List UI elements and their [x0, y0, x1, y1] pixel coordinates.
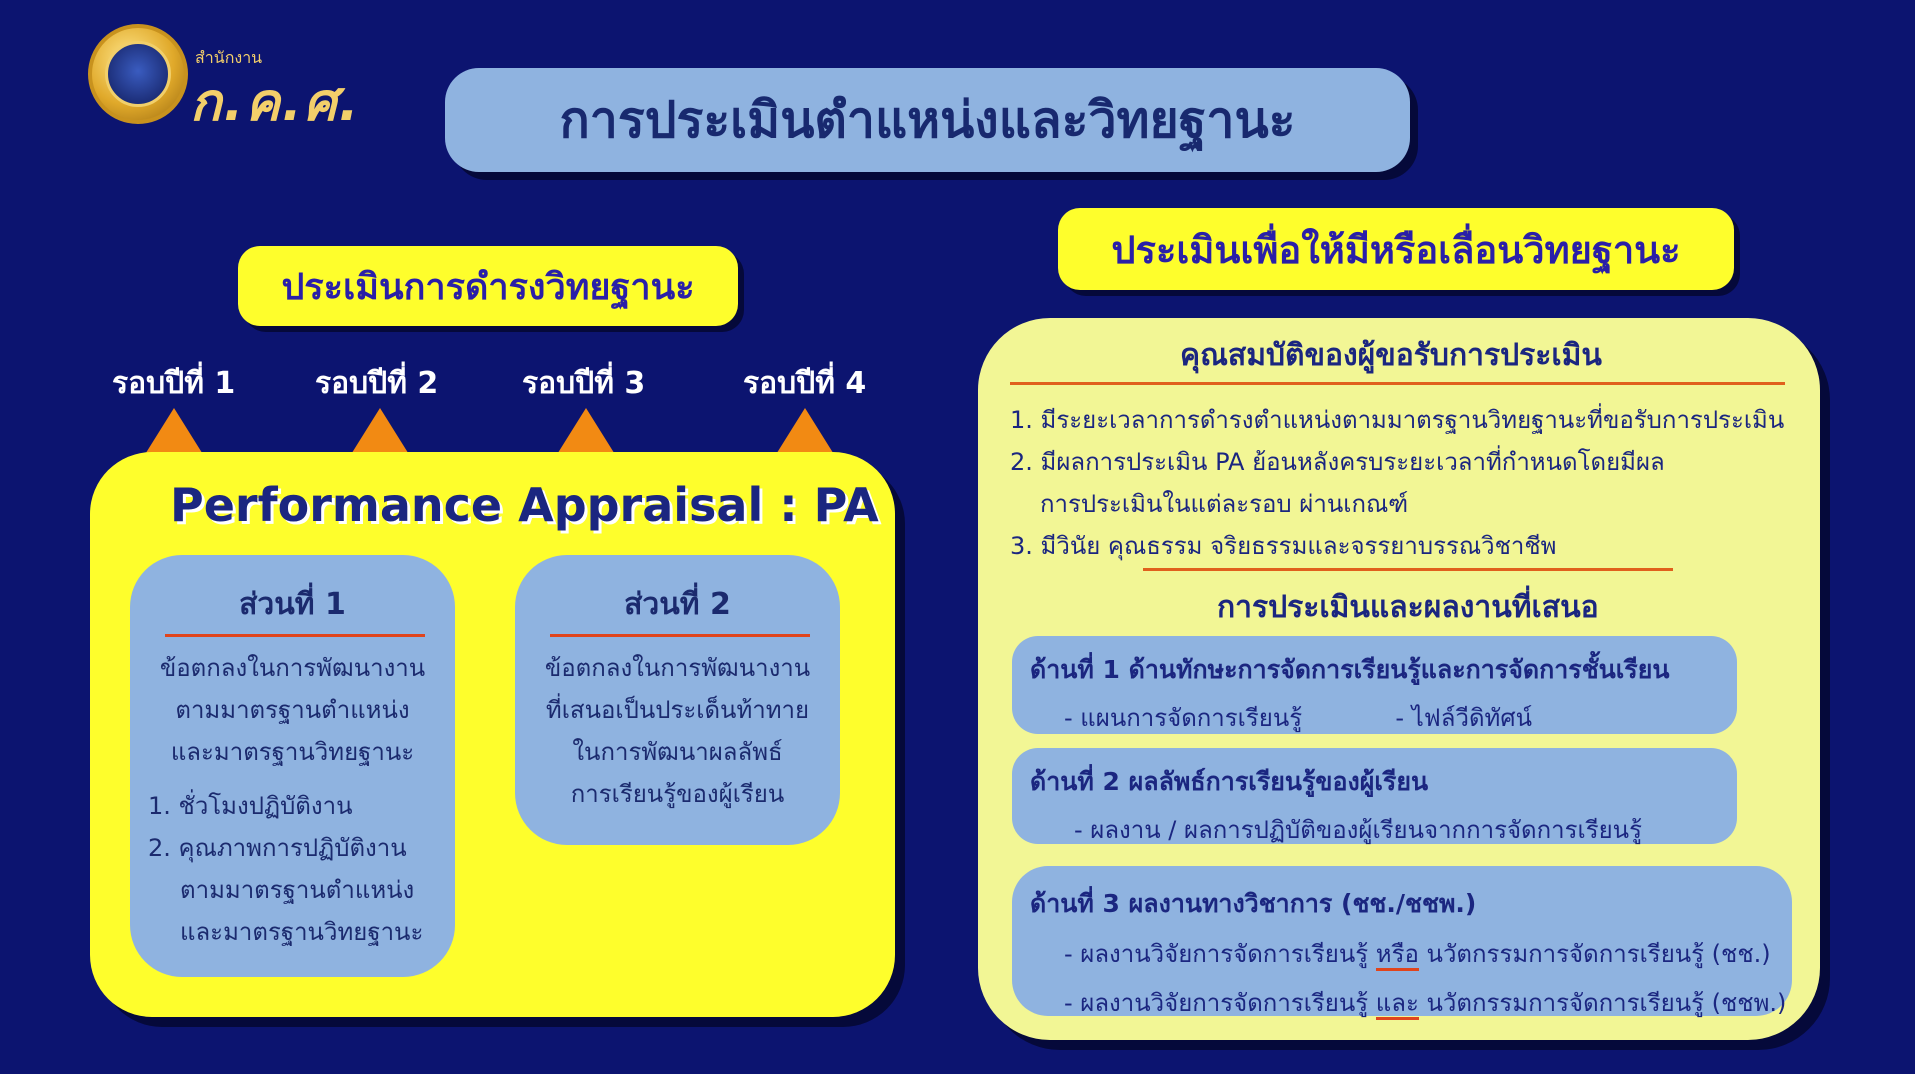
part-1-description: [130, 647, 455, 773]
round-label-1: รอบปีที่ 1: [112, 366, 236, 401]
part-2-box: [515, 555, 840, 845]
part-2-line: ที่เสนอเป็นประเด็นท้าทาย: [545, 696, 810, 724]
evaluation-divider: [1143, 568, 1673, 571]
part-1-divider: [165, 634, 425, 637]
part-2-line: การเรียนรู้ของผู้เรียน: [570, 780, 785, 808]
aspect-2-title: ด้านที่ 2 ผลลัพธ์การเรียนรู้ของผู้เรียน: [1030, 767, 1429, 796]
aspect-3-keyword-and: และ: [1376, 989, 1419, 1020]
aspect-3-line-1-text: นวัตกรรมการจัดการเรียนรู้ (ชช.): [1418, 940, 1771, 968]
part-1-list-item: และมาตรฐานวิทยฐานะ: [180, 918, 424, 946]
left-heading: ประเมินการดำรงวิทยฐานะ: [238, 246, 738, 326]
part-2-line: ในการพัฒนาผลลัพธ์: [572, 738, 783, 766]
part-2-divider: [550, 634, 810, 637]
aspect-3-line-1: [1030, 934, 1792, 973]
right-heading: ประเมินเพื่อให้มีหรือเลื่อนวิทยฐานะ: [1058, 208, 1734, 290]
aspect-1-items: [1030, 698, 1737, 737]
part-2-line: ข้อตกลงในการพัฒนางาน: [544, 654, 811, 682]
aspect-2-box: [1012, 748, 1737, 844]
round-label-3: รอบปีที่ 3: [522, 366, 646, 401]
pa-title: Performance Appraisal : PA: [170, 478, 879, 532]
page-title: การประเมินตำแหน่งและวิทยฐานะ: [559, 90, 1296, 149]
part-1-title: ส่วนที่ 1: [239, 587, 346, 622]
round-marker-2: [350, 408, 410, 456]
round-label-2: รอบปีที่ 2: [315, 366, 439, 401]
part-1-list-item: ตามมาตรฐานตำแหน่ง: [180, 876, 415, 904]
part-1-line: และมาตรฐานวิทยฐานะ: [170, 738, 415, 766]
part-1-list: [148, 785, 455, 953]
part-1-list-item: 2. คุณภาพการปฏิบัติงาน: [148, 834, 407, 862]
qualification-title: คุณสมบัติของผู้ขอรับการประเมิน: [1180, 338, 1602, 373]
qualification-item-2-cont: การประเมินในแต่ละรอบ ผ่านเกณฑ์: [1040, 490, 1409, 518]
round-marker-3: [556, 408, 616, 456]
aspect-2-item: - ผลงาน / ผลการปฏิบัติของผู้เรียนจากการจัดการเรียนรู้: [1074, 816, 1642, 844]
aspect-3-keyword-or: หรือ: [1376, 940, 1419, 971]
aspect-3-title: ด้านที่ 3 ผลงานทางวิชาการ (ชช./ชชพ.): [1030, 889, 1477, 918]
qualification-item-1: 1. มีระยะเวลาการดำรงตำแหน่งตามมาตรฐานวิทยฐานะที่ขอรับการประเมิน: [1010, 406, 1785, 434]
logo-big-text: ก.ค.ศ.: [190, 73, 361, 133]
logo-small-text: สำนักงาน: [195, 48, 263, 67]
part-2-description: [515, 647, 840, 815]
logo-emblem: [88, 24, 188, 124]
aspect-3-line-2-text: นวัตกรรมการจัดการเรียนรู้ (ชชพ.): [1418, 989, 1787, 1017]
qualification-divider: [1010, 382, 1785, 385]
aspect-3-box: [1012, 866, 1792, 1016]
aspect-1-item-b: - ไฟล์วีดิทัศน์: [1395, 704, 1532, 732]
part-2-title: ส่วนที่ 2: [624, 587, 731, 622]
emblem-center: [105, 41, 171, 107]
evaluation-title: การประเมินและผลงานที่เสนอ: [1217, 590, 1599, 625]
aspect-3-line-1-text: - ผลงานวิจัยการจัดการเรียนรู้: [1064, 940, 1376, 968]
part-1-line: ตามมาตรฐานตำแหน่ง: [175, 696, 410, 724]
round-label-4: รอบปีที่ 4: [743, 366, 867, 401]
part-1-line: ข้อตกลงในการพัฒนางาน: [159, 654, 426, 682]
qualification-item-2: 2. มีผลการประเมิน PA ย้อนหลังครบระยะเวลาที่กำหนดโดยมีผล: [1010, 448, 1665, 476]
aspect-3-line-2: [1030, 983, 1792, 1022]
aspect-1-item-a: - แผนการจัดการเรียนรู้: [1064, 704, 1303, 732]
title-box: [445, 68, 1410, 172]
aspect-3-line-2-text: - ผลงานวิจัยการจัดการเรียนรู้: [1064, 989, 1376, 1017]
round-marker-1: [144, 408, 204, 456]
qualification-item-3: 3. มีวินัย คุณธรรม จริยธรรมและจรรยาบรรณวิชาชีพ: [1010, 532, 1557, 560]
part-1-list-item: 1. ชั่วโมงปฏิบัติงาน: [148, 792, 353, 820]
aspect-1-box: [1012, 636, 1737, 734]
part-1-box: [130, 555, 455, 977]
round-marker-4: [775, 408, 835, 456]
aspect-1-title: ด้านที่ 1 ด้านทักษะการจัดการเรียนรู้และการจัดการชั้นเรียน: [1030, 655, 1670, 684]
